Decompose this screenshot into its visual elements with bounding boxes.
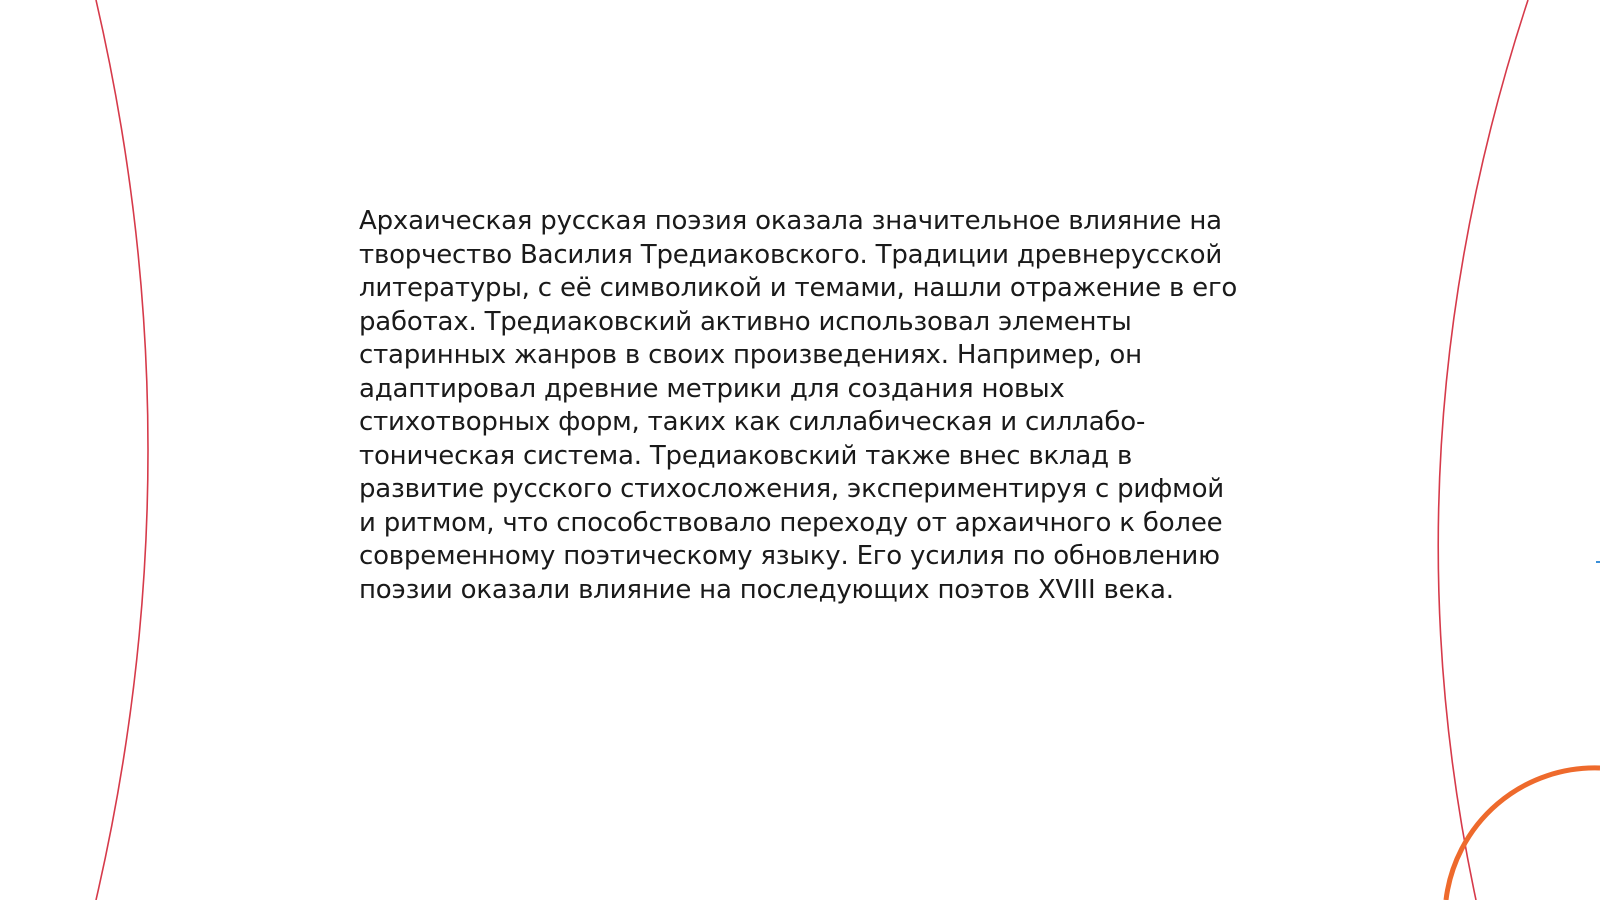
right-red-arc (1438, 0, 1528, 900)
body-paragraph: Архаическая русская поэзия оказала значительное влияние на творчество Василия Тредиаковского. Традиции древнерусской литературы, с её символикой и темами, нашли отражение в его работах. Тредиаковский активно использовал элементы старинных жанров в своих произведениях. Например, он адаптировал древние метрики для создания новых стихотворных форм, таких как силлабическая и силлабо-тоническая система. Тредиаковский также внес вклад в развитие русского стихосложения, экспериментируя с рифмой и ритмом, что способствовало переходу от архаичного к более современному поэтическому языку. Его усилия по обновлению поэзии оказали влияние на последующих поэтов XVIII века. (359, 206, 1238, 605)
left-red-arc (96, 0, 148, 900)
orange-circle-arc (1446, 768, 1600, 900)
